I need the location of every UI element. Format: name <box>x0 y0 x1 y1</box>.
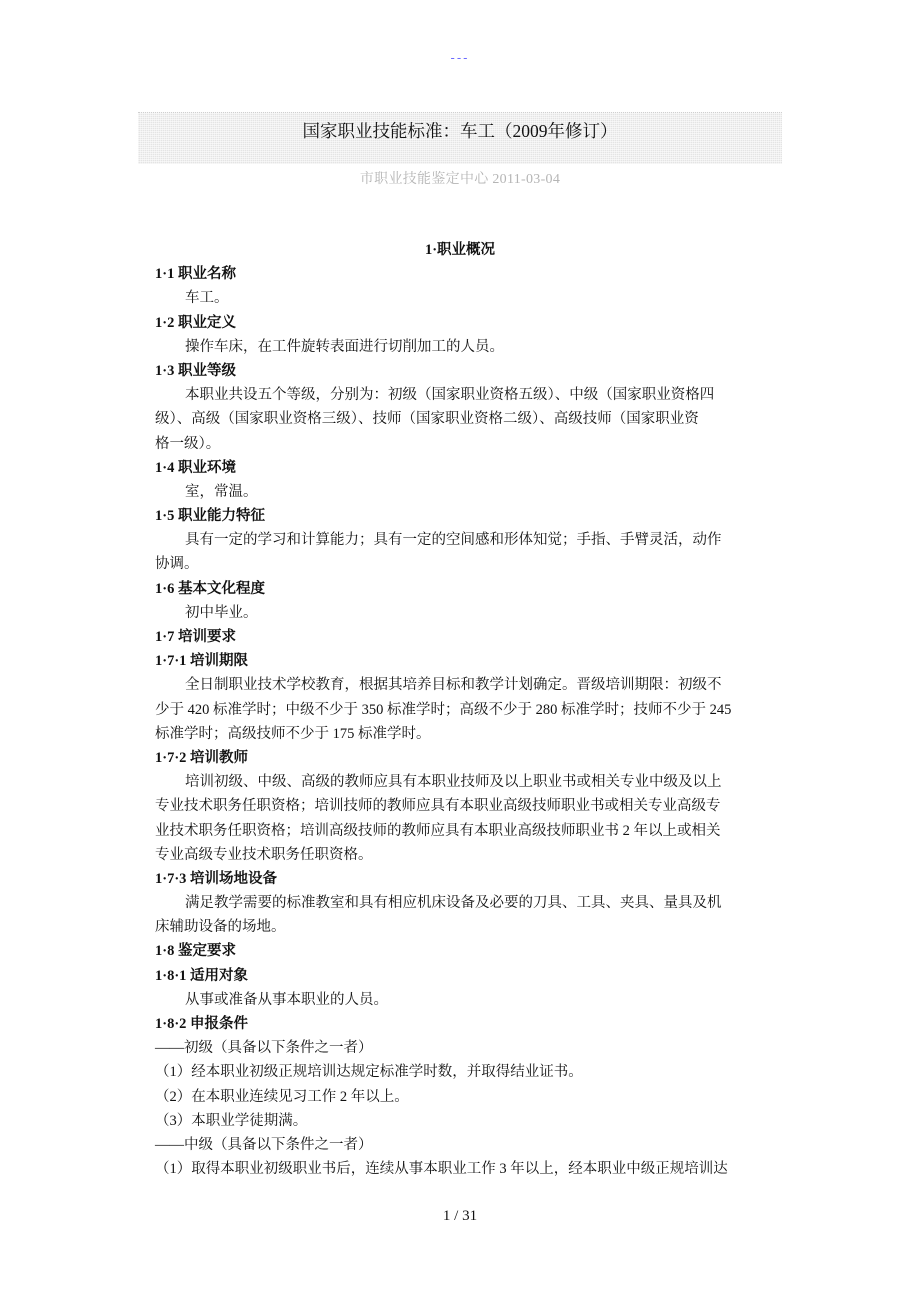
paragraph-line: 标准学时；高级技师不少于 175 标准学时。 <box>155 725 431 742</box>
paragraph-line: 格一级）。 <box>155 435 221 452</box>
paragraph-line: 少于 420 标准学时；中级不少于 350 标准学时；高级不少于 280 标准学时；技师不少于 245 <box>155 701 732 718</box>
header-marker: --- <box>450 50 470 65</box>
paragraph-line: 协调。 <box>155 556 199 573</box>
section-heading: 1·7 培训要求 <box>155 629 236 645</box>
page-indicator: 1 / 31 <box>442 1208 478 1224</box>
section-heading: 1·4 职业环境 <box>155 459 236 476</box>
paragraph-line: （1）经本职业初级正规培训达规定标准学时数，并取得结业证书。 <box>155 1064 583 1081</box>
paragraph-line: 级）、高级（国家职业资格三级）、技师（国家职业资格二级）、高级技师（国家职业资 <box>155 411 699 428</box>
section-heading: 1·7·3 培训场地设备 <box>155 870 278 887</box>
paragraph-line: 从事或准备从事本职业的人员。 <box>185 991 388 1008</box>
paragraph-line: （3）本职业学徒期满。 <box>155 1112 308 1129</box>
paragraph-line: 本职业共设五个等级，分别为：初级（国家职业资格五级）、中级（国家职业资格四 <box>185 387 715 404</box>
paragraph-line: 培训初级、中级、高级的教师应具有本职业技师及以上职业书或相关专业中级及以上 <box>185 774 722 791</box>
paragraph-line: 初中毕业。 <box>185 604 258 621</box>
paragraph-line: 床辅助设备的场地。 <box>155 919 286 936</box>
section-heading: 1·6 基本文化程度 <box>155 580 265 597</box>
section-heading: 1·7·2 培训教师 <box>155 749 249 766</box>
paragraph-line: 满足教学需要的标准教室和具有相应机床设备及必要的刀具、工具、夹具、量具及机 <box>185 895 722 912</box>
paragraph-line: 车工。 <box>185 290 229 307</box>
paragraph-line: 具有一定的学习和计算能力；具有一定的空间感和形体知觉；手指、手臂灵活，动作 <box>185 532 722 549</box>
section-heading: 1·8·2 申报条件 <box>155 1016 249 1032</box>
paragraph-line: 全日制职业技术学校教育，根据其培养目标和教学计划确定。晋级培训期限：初级不 <box>185 677 722 694</box>
paragraph-line: 室，常温。 <box>185 483 258 500</box>
document-body <box>155 238 765 1181</box>
paragraph-line: ——中级（具备以下条件之一者） <box>155 1136 373 1153</box>
paragraph-line: 操作车床，在工件旋转表面进行切削加工的人员。 <box>185 338 504 355</box>
chapter-heading: 1·职业概况 <box>424 242 496 258</box>
paragraph-line: 专业技术职务任职资格；培训技师的教师应具有本职业高级技师职业书或相关专业高级专 <box>155 798 721 815</box>
section-heading: 1·8·1 适用对象 <box>155 967 249 984</box>
section-heading: 1·8 鉴定要求 <box>155 943 236 960</box>
section-heading: 1·7·1 培训期限 <box>155 653 249 670</box>
paragraph-line: （2）在本职业连续见习工作 2 年以上。 <box>155 1088 409 1105</box>
document-title: 国家职业技能标准：车工（2009年修订） <box>302 121 618 141</box>
paragraph-line: 专业高级专业技术职务任职资格。 <box>155 846 373 863</box>
paragraph-line: （1）取得本职业初级职业书后，连续从事本职业工作 3 年以上，经本职业中级正规培训达 <box>155 1161 728 1178</box>
section-heading: 1·3 职业等级 <box>155 362 236 379</box>
section-heading: 1·5 职业能力特征 <box>155 508 265 525</box>
document-subtitle: 市职业技能鉴定中心 2011-03-04 <box>359 172 561 187</box>
section-heading: 1·1 职业名称 <box>155 266 236 283</box>
paragraph-line: 业技术职务任职资格；培训高级技师的教师应具有本职业高级技师职业书 2 年以上或相关 <box>155 822 721 839</box>
title-banner <box>138 112 782 164</box>
section-heading: 1·2 职业定义 <box>155 314 236 331</box>
paragraph-line: ——初级（具备以下条件之一者） <box>155 1040 373 1057</box>
body-lines <box>155 262 765 1181</box>
